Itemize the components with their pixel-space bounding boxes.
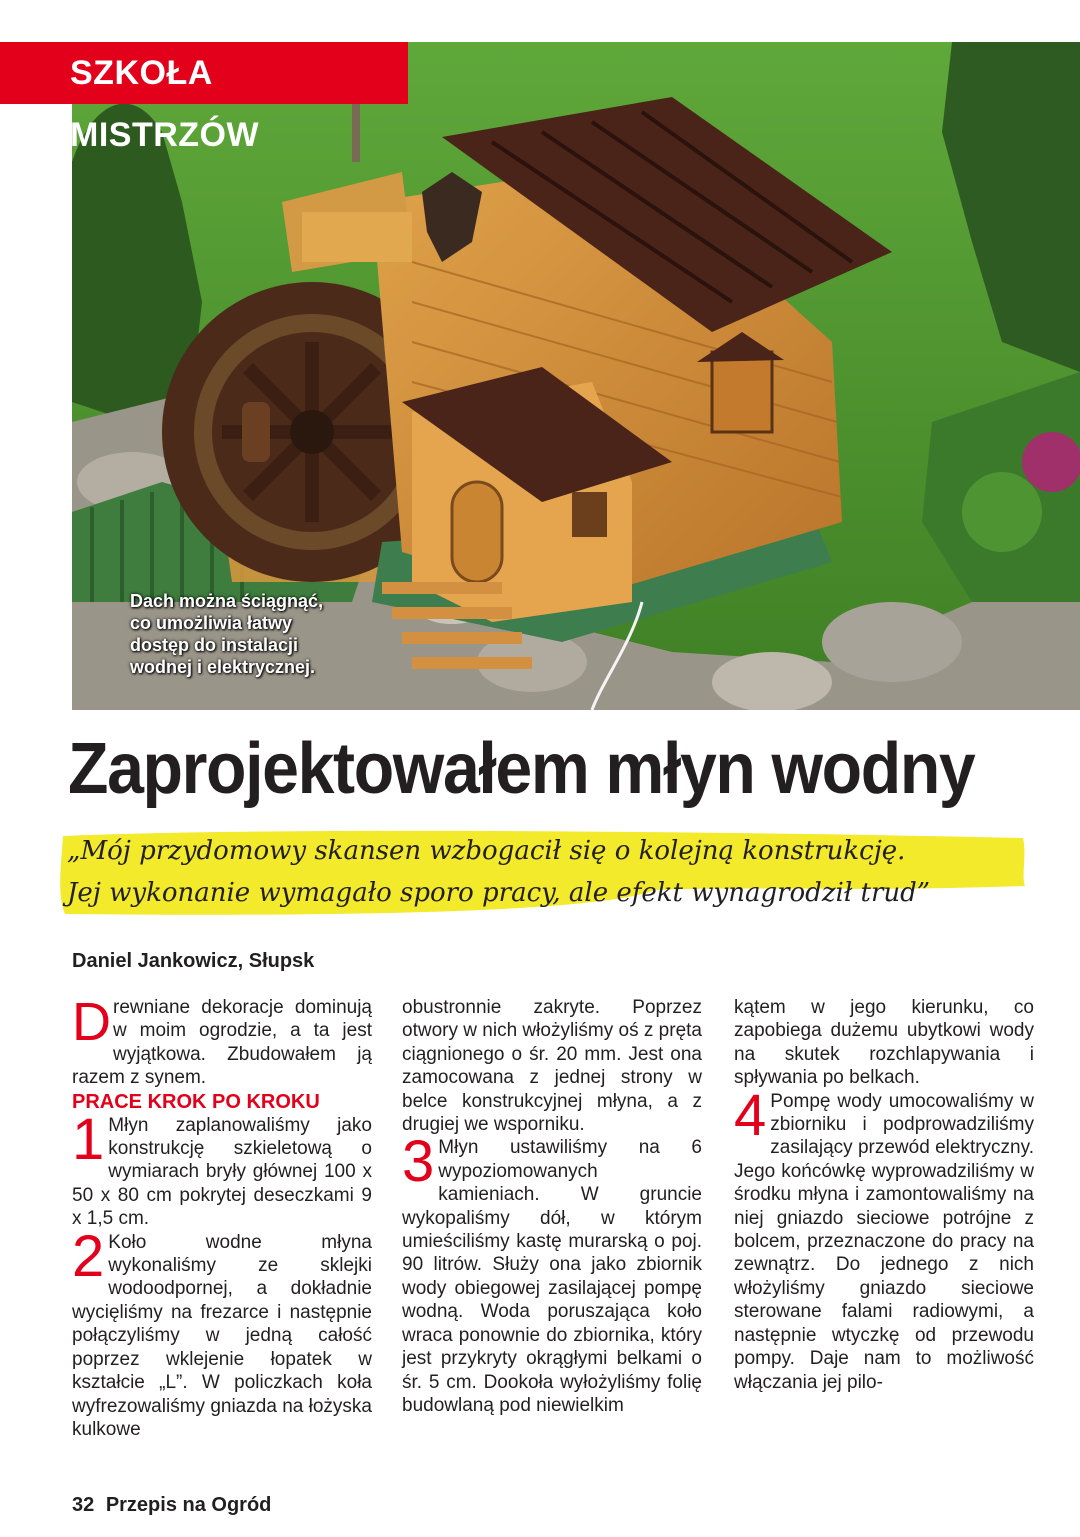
column-1 (72, 992, 372, 1441)
article-headline: Zaprojektowałem młyn wodny (68, 729, 975, 809)
author-byline: Daniel Jankowicz, Słupsk (72, 950, 315, 972)
lead-quote (55, 826, 1030, 922)
page-number: 32 (72, 1494, 95, 1516)
step-4 (734, 1082, 1034, 1394)
step-text: Pompę wody umocowaliśmy w zbiorniku i podprowadziliśmy zasilający przewód elektryczny. Jego końcówkę wyprowadziliśmy w środku młyna i zamontowaliśmy na niej gniazdo sieciowe potrójne z bolcem, przeznaczone do pracy na zewnątrz. Do jednego z nich włożyliśmy gniazdo sieciowe sterowane falami radiowymi, a następnie wtyczkę od przewodu pompy. Daje nam to możliwość włączania jej pilo- (734, 1090, 1034, 1393)
caption-line: wodnej i elektrycznej. (130, 657, 316, 677)
page-footer (72, 1494, 271, 1517)
photo-caption (130, 590, 370, 678)
step-text: Młyn zaplanowaliśmy jako konstrukcję szkieletową o wymiarach bryły głównej 100 x 50 x 80 cm pokrytej deseczkami 9 x 1,5 cm. (72, 1114, 372, 1230)
column-2 (402, 996, 702, 1417)
step-text: Koło wodne młyna wykonaliśmy ze sklejki wodoodpornej, a dokładnie wycięliśmy na frezarce i następnie połączyliśmy w jedną całość poprzez wklejenie łopatek w kształcie „L”. W policzkach koła wyfrezowaliśmy gniazda na łożyska kulkowe (72, 1231, 372, 1440)
step-number: 1 (72, 1106, 105, 1172)
column-3 (734, 996, 1034, 1394)
paragraph: kątem w jego kierunku, co zapobiega dużemu ubytkowi wody na skutek rozchlapywania i spływania po belkach. (734, 997, 1034, 1089)
caption-line: co umożliwia łatwy (130, 613, 293, 633)
section-label: SZKOŁA MISTRZÓW (0, 42, 408, 104)
step-text: Młyn ustawiliśmy na 6 wypoziomowanych kamieniach. W gruncie wykopaliśmy dół, w którym umieściliśmy kastę murarską o poj. 90 litrów. Służy ona jako zbiornik wody obiegowej zasilającej pompę wodną. Woda poruszająca koło wraca ponownie do zbiornika, który jest przykryty okrągłymi belkami o śr. 5 cm. Dookoła wyłożyliśmy folię budowlaną pod niewielkim (402, 1137, 702, 1416)
drop-cap: D (72, 992, 111, 1052)
caption-line: dostęp do instalacji (130, 635, 299, 655)
paragraph: obustronnie zakryte. Poprzez otwory w nich włożyliśmy oś z pręta ciągnionego o śr. 20 mm. Jest ona zamocowana z jednej strony w belce konstrukcyjnej młyna, a z drugiej we wsporniku. (402, 997, 702, 1136)
step-number: 3 (402, 1129, 435, 1195)
caption-line: Dach można ściągnąć, (130, 591, 324, 611)
step-number: 4 (734, 1082, 767, 1148)
intro-paragraph (72, 992, 372, 1090)
step-3 (402, 1129, 702, 1417)
lead-line: Jej wykonanie wymagało sporo pracy, ale efekt wynagrodził trud” (67, 878, 931, 908)
magazine-name: Przepis na Ogród (105, 1494, 272, 1516)
lead-line: „Mój przydomowy skansen wzbogacił się o kolejną konstrukcję. (67, 836, 906, 866)
intro-text: rewniane dekoracje dominują w moim ogrodzie, a ta jest wyjątkowa. Zbudowałem ją razem z synem. (72, 997, 372, 1089)
step-number: 2 (72, 1223, 105, 1289)
lead-text (67, 830, 1027, 914)
step-1 (72, 1106, 372, 1231)
section-subhead: PRACE KROK PO KROKU (72, 1090, 320, 1113)
step-2 (72, 1223, 372, 1442)
